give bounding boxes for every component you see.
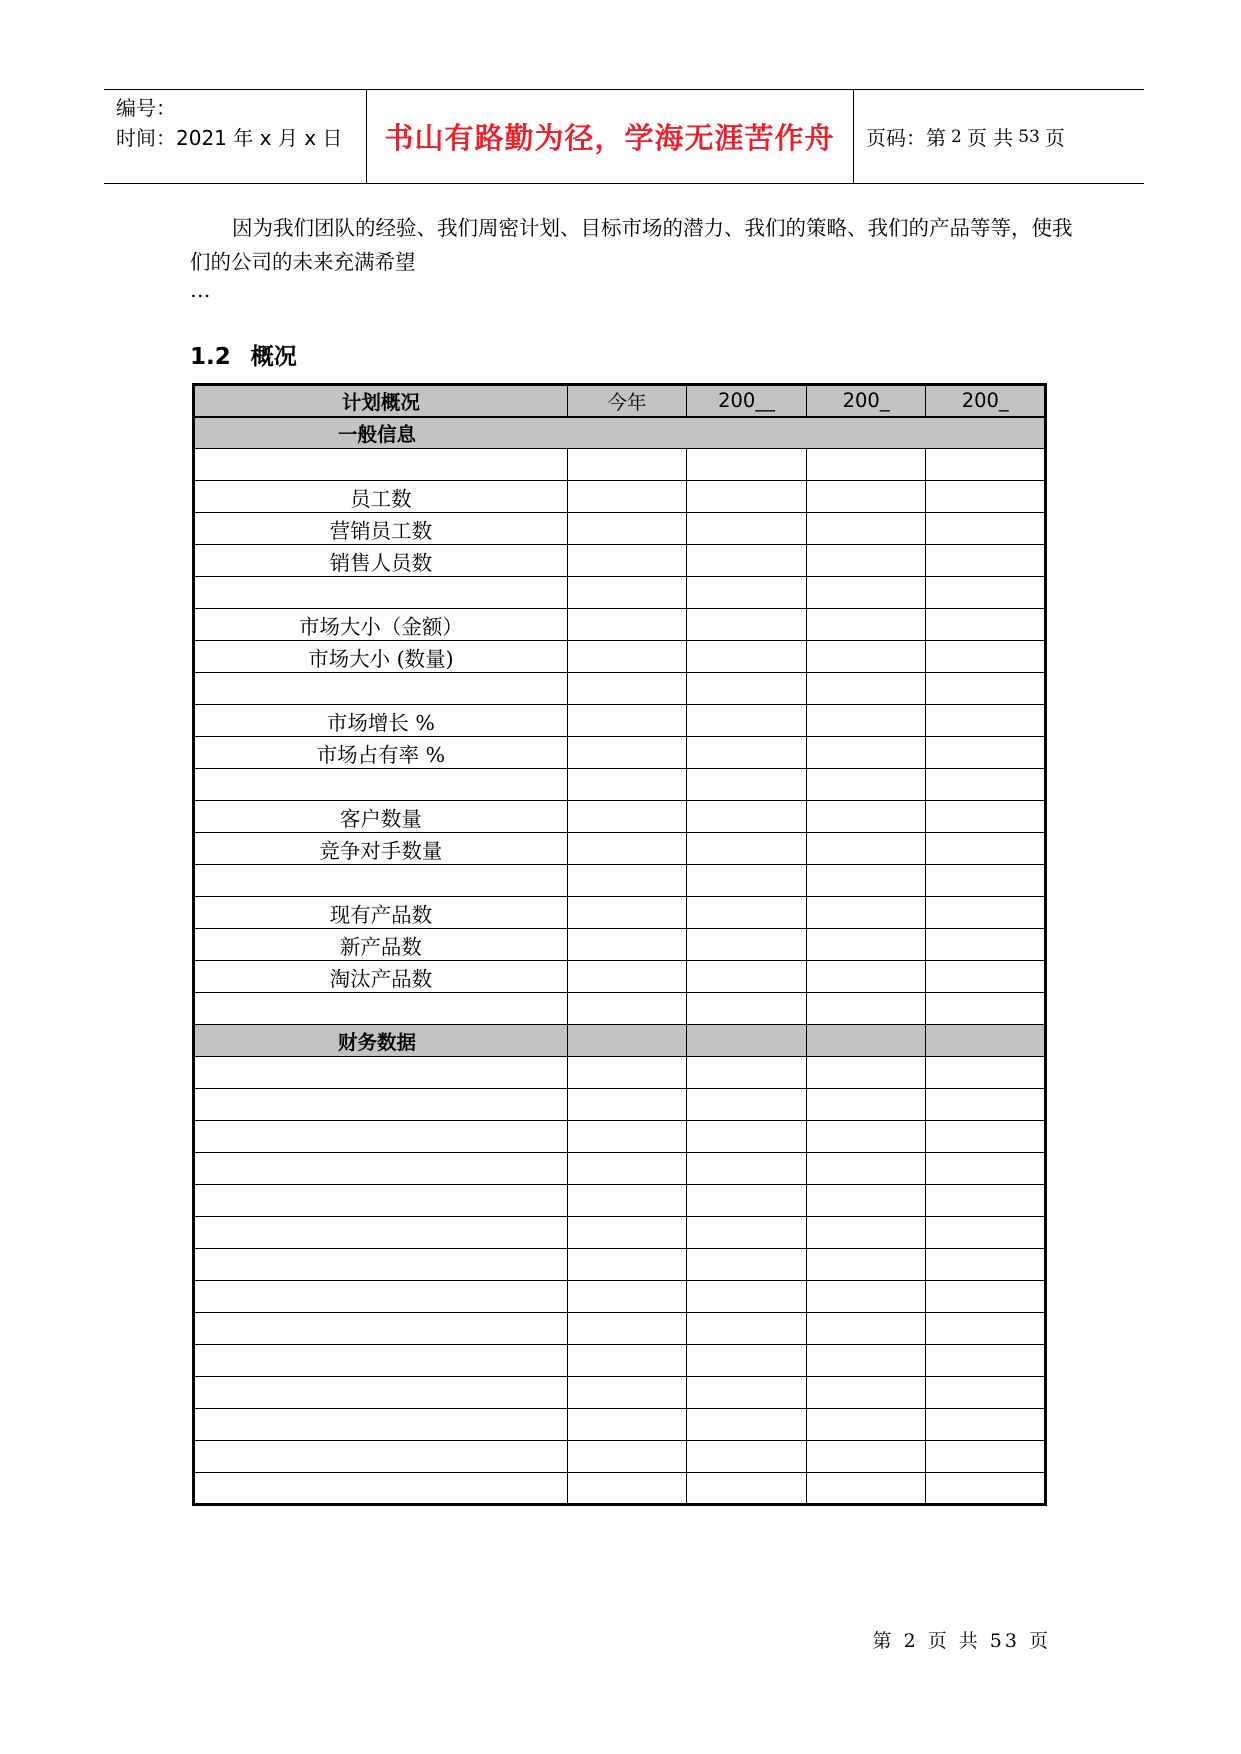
column-header: 200_ <box>806 385 926 417</box>
table-cell <box>567 1185 686 1217</box>
table-row <box>194 737 1046 769</box>
table-cell <box>687 961 807 993</box>
table-cell <box>567 1409 686 1441</box>
table-cell <box>567 801 686 833</box>
table-cell <box>926 993 1046 1025</box>
table-cell <box>567 993 686 1025</box>
table-cell <box>687 1281 807 1313</box>
table-cell <box>926 481 1046 513</box>
table-row <box>194 865 1046 897</box>
row-label: 市场增长 % <box>194 705 568 737</box>
table-row <box>194 481 1046 513</box>
table-cell <box>926 737 1046 769</box>
table-cell <box>567 1121 686 1153</box>
table-cell <box>806 513 926 545</box>
table-cell <box>567 609 686 641</box>
table-cell <box>806 609 926 641</box>
table-row <box>194 673 1046 705</box>
table-row <box>194 641 1046 673</box>
table-cell <box>806 1281 926 1313</box>
table-cell <box>806 801 926 833</box>
table-cell <box>567 673 686 705</box>
table-cell <box>567 1313 686 1345</box>
plan-overview-table <box>192 383 1047 1506</box>
column-header: 计划概况 <box>194 385 568 417</box>
table-row <box>194 961 1046 993</box>
table-cell <box>687 1249 807 1281</box>
table-cell <box>687 545 807 577</box>
table-row <box>194 513 1046 545</box>
table-row <box>194 1281 1046 1313</box>
table-cell <box>687 1089 807 1121</box>
table-cell <box>926 705 1046 737</box>
table-cell <box>926 769 1046 801</box>
table-cell <box>926 961 1046 993</box>
table-cell <box>806 545 926 577</box>
table-cell <box>806 1089 926 1121</box>
table-cell <box>687 705 807 737</box>
table-row <box>194 801 1046 833</box>
table-cell <box>194 1089 568 1121</box>
table-cell <box>687 865 807 897</box>
table-cell <box>194 1281 568 1313</box>
intro-block <box>190 211 1090 301</box>
table-cell <box>194 1409 568 1441</box>
row-label: 员工数 <box>194 481 568 513</box>
header-page-info: 页码：第 2 页 共 53 页 <box>866 126 1065 150</box>
table-row <box>194 929 1046 961</box>
table-row <box>194 1057 1046 1089</box>
row-label: 客户数量 <box>194 801 568 833</box>
row-label: 新产品数 <box>194 929 568 961</box>
row-label <box>194 769 568 801</box>
table-cell <box>926 641 1046 673</box>
table-cell <box>926 1345 1046 1377</box>
table-cell <box>926 833 1046 865</box>
table-cell <box>567 1441 686 1473</box>
table-cell <box>567 545 686 577</box>
table-cell <box>567 929 686 961</box>
table-cell <box>194 1121 568 1153</box>
table-cell <box>567 1345 686 1377</box>
financial-data-label: 财务数据 <box>194 1025 568 1057</box>
page-footer: 第 2 页 共 53 页 <box>872 1630 1051 1652</box>
table-cell <box>926 1441 1046 1473</box>
table-row <box>194 1473 1046 1505</box>
table-row <box>194 1441 1046 1473</box>
table-cell <box>806 865 926 897</box>
row-label: 市场大小 (数量) <box>194 641 568 673</box>
table-cell <box>806 961 926 993</box>
table-cell <box>567 769 686 801</box>
table-row <box>194 1185 1046 1217</box>
table-row <box>194 1153 1046 1185</box>
table-cell <box>687 673 807 705</box>
column-header: 今年 <box>567 385 686 417</box>
table-cell <box>926 513 1046 545</box>
general-info-header-row <box>194 417 1046 449</box>
table-cell <box>567 481 686 513</box>
general-info-label: 一般信息 <box>194 417 1046 449</box>
table-cell <box>806 1025 926 1057</box>
table-row <box>194 1121 1046 1153</box>
table-cell <box>687 609 807 641</box>
row-label: 现有产品数 <box>194 897 568 929</box>
table-row <box>194 993 1046 1025</box>
table-cell <box>926 673 1046 705</box>
table-cell <box>687 897 807 929</box>
table-cell <box>806 897 926 929</box>
table-cell <box>926 1121 1046 1153</box>
table-cell <box>567 1281 686 1313</box>
row-label: 市场占有率 % <box>194 737 568 769</box>
table-cell <box>806 1313 926 1345</box>
table-cell <box>806 1249 926 1281</box>
row-label: 营销员工数 <box>194 513 568 545</box>
table-cell <box>567 1025 686 1057</box>
table-cell <box>687 641 807 673</box>
section-number: 1.2 <box>190 344 231 370</box>
table-cell <box>926 1281 1046 1313</box>
table-cell <box>926 1217 1046 1249</box>
table-cell <box>806 1409 926 1441</box>
row-label <box>194 577 568 609</box>
table-cell <box>806 449 926 481</box>
page-header <box>104 89 1144 184</box>
row-label <box>194 993 568 1025</box>
table-cell <box>806 705 926 737</box>
table-cell <box>194 1153 568 1185</box>
table-cell <box>194 1249 568 1281</box>
row-label: 竞争对手数量 <box>194 833 568 865</box>
row-label: 市场大小（金额） <box>194 609 568 641</box>
table-cell <box>926 1473 1046 1505</box>
table-cell <box>926 1025 1046 1057</box>
table-row <box>194 897 1046 929</box>
table-cell <box>567 1089 686 1121</box>
table-cell <box>687 769 807 801</box>
table-cell <box>806 1057 926 1089</box>
section-title: 概况 <box>250 344 297 370</box>
table-cell <box>806 1217 926 1249</box>
table-cell <box>806 769 926 801</box>
table-cell <box>926 1249 1046 1281</box>
table-cell <box>567 897 686 929</box>
table-cell <box>687 577 807 609</box>
table-cell <box>687 1121 807 1153</box>
intro-paragraph: 因为我们团队的经验、我们周密计划、目标市场的潜力、我们的策略、我们的产品等等，使我们的公司的未来充满希望 <box>190 216 1073 274</box>
table-cell <box>806 1345 926 1377</box>
table-cell <box>567 833 686 865</box>
table-cell <box>926 929 1046 961</box>
row-label: 销售人员数 <box>194 545 568 577</box>
section-heading <box>190 338 297 371</box>
header-meta <box>116 93 342 153</box>
table-row <box>194 1249 1046 1281</box>
table-header-row <box>194 385 1046 417</box>
table-cell <box>926 545 1046 577</box>
table-cell <box>687 1217 807 1249</box>
table-cell <box>806 993 926 1025</box>
table-row <box>194 769 1046 801</box>
table-row <box>194 1377 1046 1409</box>
table-cell <box>567 1057 686 1089</box>
table-cell <box>194 1313 568 1345</box>
table-cell <box>567 705 686 737</box>
table-row <box>194 577 1046 609</box>
table-row <box>194 1345 1046 1377</box>
table-cell <box>926 801 1046 833</box>
table-cell <box>806 929 926 961</box>
table-cell <box>567 1473 686 1505</box>
table-cell <box>806 1121 926 1153</box>
table-cell <box>806 1473 926 1505</box>
table-cell <box>194 1473 568 1505</box>
table-cell <box>194 1441 568 1473</box>
table-cell <box>687 737 807 769</box>
table-cell <box>194 1345 568 1377</box>
table-cell <box>687 833 807 865</box>
table-cell <box>687 513 807 545</box>
table-cell <box>926 897 1046 929</box>
column-header: 200_ <box>926 385 1046 417</box>
table-cell <box>567 737 686 769</box>
document-number-label: 编号： <box>116 96 176 120</box>
table-cell <box>567 865 686 897</box>
row-label: 淘汰产品数 <box>194 961 568 993</box>
table-row <box>194 1089 1046 1121</box>
table-cell <box>687 801 807 833</box>
table-cell <box>926 1057 1046 1089</box>
table-cell <box>806 737 926 769</box>
table-cell <box>806 1377 926 1409</box>
header-divider <box>853 90 854 183</box>
table-cell <box>687 449 807 481</box>
table-cell <box>567 1153 686 1185</box>
table-cell <box>567 1377 686 1409</box>
table-cell <box>806 1441 926 1473</box>
table-row <box>194 705 1046 737</box>
table-cell <box>567 513 686 545</box>
table-cell <box>926 577 1046 609</box>
table-cell <box>926 1313 1046 1345</box>
financial-data-header-row <box>194 1025 1046 1057</box>
table-cell <box>687 929 807 961</box>
table-cell <box>687 481 807 513</box>
table-cell <box>567 577 686 609</box>
row-label <box>194 865 568 897</box>
row-label <box>194 673 568 705</box>
table-cell <box>806 673 926 705</box>
table-cell <box>926 1185 1046 1217</box>
table-cell <box>687 993 807 1025</box>
table-cell <box>194 1377 568 1409</box>
table-cell <box>806 1153 926 1185</box>
table-cell <box>806 1185 926 1217</box>
table-cell <box>567 961 686 993</box>
table-cell <box>926 1377 1046 1409</box>
table-cell <box>806 641 926 673</box>
table-cell <box>926 449 1046 481</box>
table-cell <box>194 1217 568 1249</box>
table-cell <box>806 833 926 865</box>
table-row <box>194 545 1046 577</box>
table-cell <box>687 1185 807 1217</box>
table-cell <box>687 1345 807 1377</box>
row-label <box>194 449 568 481</box>
table-cell <box>806 481 926 513</box>
table-cell <box>926 1409 1046 1441</box>
table-cell <box>926 865 1046 897</box>
table-cell <box>687 1025 807 1057</box>
column-header: 200__ <box>687 385 807 417</box>
table-cell <box>926 1089 1046 1121</box>
ellipsis: … <box>190 278 211 302</box>
table-cell <box>687 1313 807 1345</box>
table-row <box>194 1409 1046 1441</box>
table-cell <box>567 1217 686 1249</box>
table-cell <box>567 449 686 481</box>
table-row <box>194 1313 1046 1345</box>
table-cell <box>194 1185 568 1217</box>
table-cell <box>687 1409 807 1441</box>
table-row <box>194 609 1046 641</box>
table-cell <box>806 577 926 609</box>
table-cell <box>687 1057 807 1089</box>
header-motto: 书山有路勤为径，学海无涯苦作舟 <box>384 121 835 155</box>
table-cell <box>687 1377 807 1409</box>
table-row <box>194 833 1046 865</box>
table-cell <box>687 1473 807 1505</box>
table-cell <box>926 609 1046 641</box>
table-cell <box>567 1249 686 1281</box>
table-cell <box>194 1057 568 1089</box>
table-row <box>194 449 1046 481</box>
table-cell <box>567 641 686 673</box>
table-cell <box>926 1153 1046 1185</box>
table-cell <box>687 1441 807 1473</box>
table-row <box>194 1217 1046 1249</box>
table-cell <box>687 1153 807 1185</box>
document-time: 时间：2021 年 x 月 x 日 <box>116 126 343 150</box>
